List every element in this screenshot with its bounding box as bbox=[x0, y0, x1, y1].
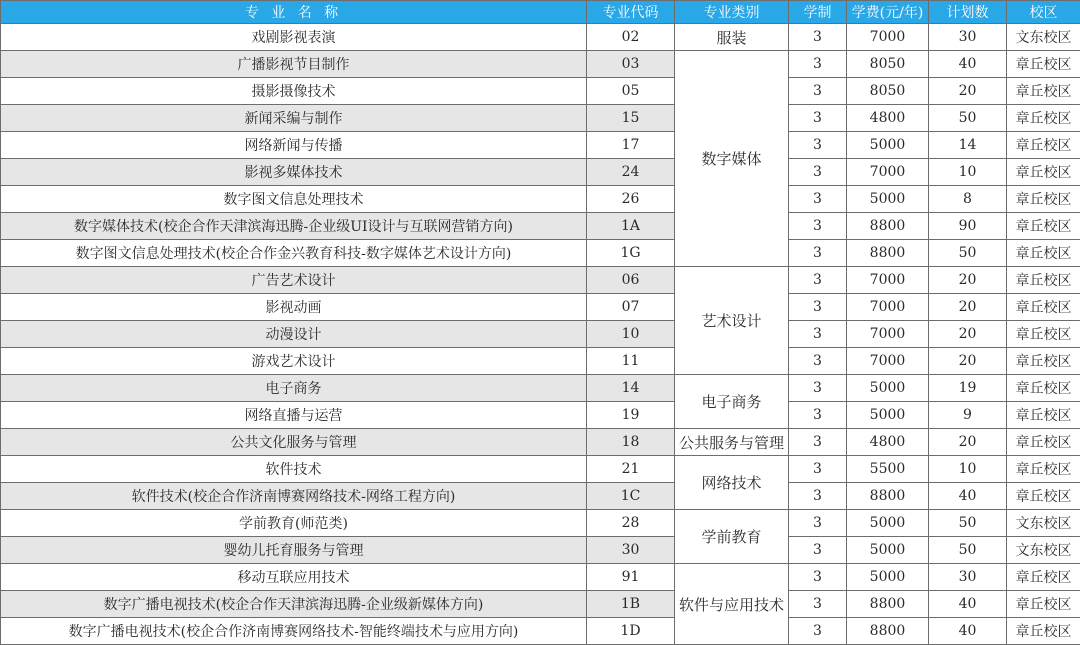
cell-plan: 50 bbox=[929, 510, 1007, 537]
cell-plan: 10 bbox=[929, 159, 1007, 186]
cell-fee: 5000 bbox=[847, 537, 929, 564]
cell-years: 3 bbox=[789, 402, 847, 429]
table-row bbox=[1, 510, 1080, 537]
cell-years: 3 bbox=[789, 537, 847, 564]
cell-plan: 20 bbox=[929, 267, 1007, 294]
cell-name: 数字广播电视技术(校企合作济南博赛网络技术-智能终端技术与应用方向) bbox=[1, 618, 587, 645]
cell-fee: 5000 bbox=[847, 564, 929, 591]
cell-years: 3 bbox=[789, 78, 847, 105]
cell-fee: 8800 bbox=[847, 591, 929, 618]
cell-name: 数字图文信息处理技术 bbox=[1, 186, 587, 213]
cell-plan: 30 bbox=[929, 564, 1007, 591]
table-row bbox=[1, 24, 1080, 51]
cell-plan: 9 bbox=[929, 402, 1007, 429]
cell-years: 3 bbox=[789, 159, 847, 186]
cell-name: 软件技术 bbox=[1, 456, 587, 483]
cell-code: 10 bbox=[587, 321, 675, 348]
table-row bbox=[1, 51, 1080, 78]
table-row bbox=[1, 375, 1080, 402]
cell-fee: 7000 bbox=[847, 159, 929, 186]
table-row bbox=[1, 564, 1080, 591]
cell-code: 18 bbox=[587, 429, 675, 456]
header-name: 专 业 名 称 bbox=[1, 1, 587, 24]
cell-code: 21 bbox=[587, 456, 675, 483]
cell-name: 婴幼儿托育服务与管理 bbox=[1, 537, 587, 564]
cell-name: 网络直播与运营 bbox=[1, 402, 587, 429]
cell-years: 3 bbox=[789, 240, 847, 267]
table-row bbox=[1, 294, 1080, 321]
cell-name: 电子商务 bbox=[1, 375, 587, 402]
cell-years: 3 bbox=[789, 618, 847, 645]
cell-years: 3 bbox=[789, 510, 847, 537]
cell-type: 公共服务与管理 bbox=[675, 429, 789, 456]
cell-fee: 7000 bbox=[847, 294, 929, 321]
cell-name: 数字图文信息处理技术(校企合作金兴教育科技-数字媒体艺术设计方向) bbox=[1, 240, 587, 267]
cell-type: 数字媒体 bbox=[675, 51, 789, 267]
cell-fee: 7000 bbox=[847, 348, 929, 375]
cell-campus: 章丘校区 bbox=[1007, 105, 1080, 132]
cell-campus: 文东校区 bbox=[1007, 510, 1080, 537]
header-plan: 计划数 bbox=[929, 1, 1007, 24]
cell-plan: 14 bbox=[929, 132, 1007, 159]
cell-fee: 8050 bbox=[847, 51, 929, 78]
cell-name: 广告艺术设计 bbox=[1, 267, 587, 294]
cell-years: 3 bbox=[789, 105, 847, 132]
table-row bbox=[1, 429, 1080, 456]
header-years: 学制 bbox=[789, 1, 847, 24]
cell-plan: 50 bbox=[929, 240, 1007, 267]
cell-campus: 章丘校区 bbox=[1007, 456, 1080, 483]
cell-campus: 文东校区 bbox=[1007, 537, 1080, 564]
cell-code: 24 bbox=[587, 159, 675, 186]
cell-name: 新闻采编与制作 bbox=[1, 105, 587, 132]
header-campus: 校区 bbox=[1007, 1, 1080, 24]
table-header-row bbox=[1, 1, 1080, 24]
cell-name: 学前教育(师范类) bbox=[1, 510, 587, 537]
cell-code: 91 bbox=[587, 564, 675, 591]
cell-fee: 8800 bbox=[847, 618, 929, 645]
table-row bbox=[1, 240, 1080, 267]
cell-years: 3 bbox=[789, 51, 847, 78]
cell-campus: 章丘校区 bbox=[1007, 429, 1080, 456]
cell-years: 3 bbox=[789, 375, 847, 402]
cell-campus: 章丘校区 bbox=[1007, 375, 1080, 402]
cell-campus: 章丘校区 bbox=[1007, 240, 1080, 267]
cell-campus: 章丘校区 bbox=[1007, 483, 1080, 510]
cell-plan: 50 bbox=[929, 105, 1007, 132]
cell-code: 03 bbox=[587, 51, 675, 78]
cell-years: 3 bbox=[789, 321, 847, 348]
cell-name: 广播影视节目制作 bbox=[1, 51, 587, 78]
cell-years: 3 bbox=[789, 564, 847, 591]
table-row bbox=[1, 456, 1080, 483]
cell-campus: 章丘校区 bbox=[1007, 618, 1080, 645]
cell-campus: 章丘校区 bbox=[1007, 348, 1080, 375]
cell-fee: 5500 bbox=[847, 456, 929, 483]
cell-years: 3 bbox=[789, 483, 847, 510]
table-row bbox=[1, 483, 1080, 510]
cell-code: 05 bbox=[587, 78, 675, 105]
cell-plan: 20 bbox=[929, 321, 1007, 348]
table-row bbox=[1, 267, 1080, 294]
cell-plan: 20 bbox=[929, 348, 1007, 375]
cell-fee: 4800 bbox=[847, 429, 929, 456]
table-row bbox=[1, 78, 1080, 105]
table-row bbox=[1, 537, 1080, 564]
cell-fee: 5000 bbox=[847, 132, 929, 159]
cell-type: 服装 bbox=[675, 24, 789, 51]
table-row bbox=[1, 105, 1080, 132]
cell-campus: 章丘校区 bbox=[1007, 402, 1080, 429]
cell-fee: 7000 bbox=[847, 321, 929, 348]
cell-code: 17 bbox=[587, 132, 675, 159]
cell-plan: 20 bbox=[929, 294, 1007, 321]
table-row bbox=[1, 213, 1080, 240]
cell-campus: 文东校区 bbox=[1007, 24, 1080, 51]
cell-plan: 90 bbox=[929, 213, 1007, 240]
cell-plan: 8 bbox=[929, 186, 1007, 213]
cell-fee: 7000 bbox=[847, 267, 929, 294]
cell-name: 数字广播电视技术(校企合作天津滨海迅腾-企业级新媒体方向) bbox=[1, 591, 587, 618]
cell-code: 1B bbox=[587, 591, 675, 618]
table-row bbox=[1, 618, 1080, 645]
cell-campus: 章丘校区 bbox=[1007, 186, 1080, 213]
cell-plan: 40 bbox=[929, 591, 1007, 618]
cell-plan: 40 bbox=[929, 483, 1007, 510]
cell-name: 软件技术(校企合作济南博赛网络技术-网络工程方向) bbox=[1, 483, 587, 510]
cell-campus: 章丘校区 bbox=[1007, 267, 1080, 294]
cell-plan: 30 bbox=[929, 24, 1007, 51]
cell-plan: 19 bbox=[929, 375, 1007, 402]
cell-name: 移动互联应用技术 bbox=[1, 564, 587, 591]
cell-fee: 7000 bbox=[847, 24, 929, 51]
table-row bbox=[1, 348, 1080, 375]
cell-fee: 8800 bbox=[847, 240, 929, 267]
cell-name: 影视动画 bbox=[1, 294, 587, 321]
header-code: 专业代码 bbox=[587, 1, 675, 24]
cell-years: 3 bbox=[789, 294, 847, 321]
cell-fee: 8050 bbox=[847, 78, 929, 105]
cell-fee: 5000 bbox=[847, 186, 929, 213]
cell-type: 艺术设计 bbox=[675, 267, 789, 375]
cell-campus: 章丘校区 bbox=[1007, 321, 1080, 348]
cell-plan: 20 bbox=[929, 429, 1007, 456]
cell-fee: 5000 bbox=[847, 510, 929, 537]
cell-code: 1D bbox=[587, 618, 675, 645]
cell-code: 19 bbox=[587, 402, 675, 429]
cell-type: 软件与应用技术 bbox=[675, 564, 789, 645]
table-row bbox=[1, 402, 1080, 429]
cell-years: 3 bbox=[789, 132, 847, 159]
cell-campus: 章丘校区 bbox=[1007, 78, 1080, 105]
cell-code: 28 bbox=[587, 510, 675, 537]
cell-plan: 20 bbox=[929, 78, 1007, 105]
cell-name: 公共文化服务与管理 bbox=[1, 429, 587, 456]
cell-plan: 40 bbox=[929, 51, 1007, 78]
cell-code: 14 bbox=[587, 375, 675, 402]
cell-plan: 10 bbox=[929, 456, 1007, 483]
cell-code: 26 bbox=[587, 186, 675, 213]
cell-code: 30 bbox=[587, 537, 675, 564]
cell-campus: 章丘校区 bbox=[1007, 564, 1080, 591]
cell-name: 数字媒体技术(校企合作天津滨海迅腾-企业级UI设计与互联网营销方向) bbox=[1, 213, 587, 240]
cell-years: 3 bbox=[789, 267, 847, 294]
cell-plan: 40 bbox=[929, 618, 1007, 645]
cell-type: 学前教育 bbox=[675, 510, 789, 564]
cell-years: 3 bbox=[789, 213, 847, 240]
table-row bbox=[1, 159, 1080, 186]
cell-campus: 章丘校区 bbox=[1007, 294, 1080, 321]
cell-fee: 4800 bbox=[847, 105, 929, 132]
cell-code: 15 bbox=[587, 105, 675, 132]
cell-years: 3 bbox=[789, 591, 847, 618]
cell-fee: 8800 bbox=[847, 213, 929, 240]
cell-name: 影视多媒体技术 bbox=[1, 159, 587, 186]
cell-name: 游戏艺术设计 bbox=[1, 348, 587, 375]
cell-campus: 章丘校区 bbox=[1007, 51, 1080, 78]
cell-code: 1A bbox=[587, 213, 675, 240]
cell-fee: 8800 bbox=[847, 483, 929, 510]
table-row bbox=[1, 132, 1080, 159]
cell-years: 3 bbox=[789, 456, 847, 483]
cell-code: 06 bbox=[587, 267, 675, 294]
header-type: 专业类别 bbox=[675, 1, 789, 24]
cell-campus: 章丘校区 bbox=[1007, 132, 1080, 159]
cell-name: 网络新闻与传播 bbox=[1, 132, 587, 159]
cell-campus: 章丘校区 bbox=[1007, 591, 1080, 618]
table-row bbox=[1, 591, 1080, 618]
cell-name: 摄影摄像技术 bbox=[1, 78, 587, 105]
cell-code: 07 bbox=[587, 294, 675, 321]
cell-name: 动漫设计 bbox=[1, 321, 587, 348]
cell-type: 网络技术 bbox=[675, 456, 789, 510]
cell-years: 3 bbox=[789, 348, 847, 375]
header-fee: 学费(元/年) bbox=[847, 1, 929, 24]
cell-years: 3 bbox=[789, 186, 847, 213]
cell-type: 电子商务 bbox=[675, 375, 789, 429]
cell-code: 02 bbox=[587, 24, 675, 51]
cell-years: 3 bbox=[789, 24, 847, 51]
cell-years: 3 bbox=[789, 429, 847, 456]
cell-fee: 5000 bbox=[847, 375, 929, 402]
cell-campus: 章丘校区 bbox=[1007, 159, 1080, 186]
table-row bbox=[1, 321, 1080, 348]
cell-code: 11 bbox=[587, 348, 675, 375]
cell-code: 1C bbox=[587, 483, 675, 510]
cell-campus: 章丘校区 bbox=[1007, 213, 1080, 240]
cell-fee: 5000 bbox=[847, 402, 929, 429]
table-row bbox=[1, 186, 1080, 213]
cell-plan: 50 bbox=[929, 537, 1007, 564]
cell-code: 1G bbox=[587, 240, 675, 267]
cell-name: 戏剧影视表演 bbox=[1, 24, 587, 51]
